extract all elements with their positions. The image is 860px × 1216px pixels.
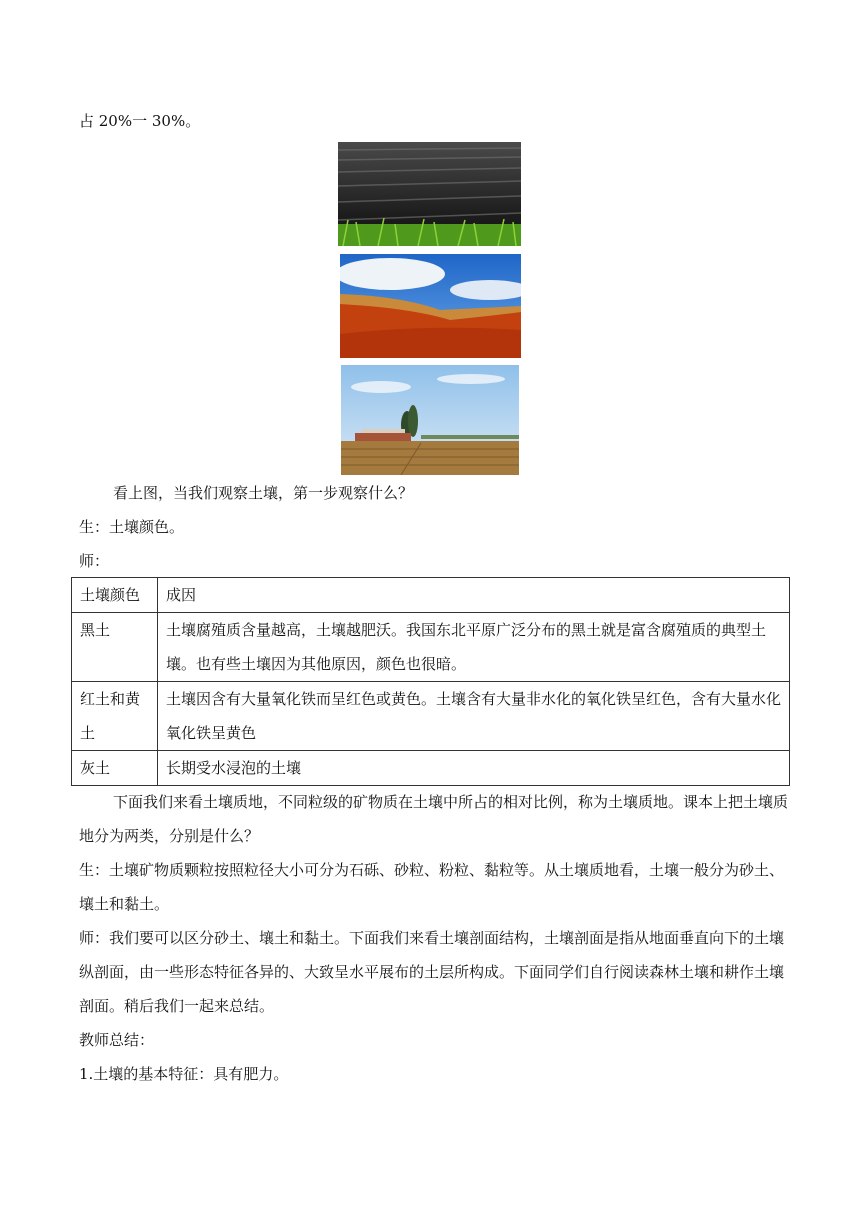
table-header-row [72,578,790,613]
red-soil-photo [340,254,521,358]
header-cell-color: 土壤颜色 [72,578,158,613]
header-cell-cause: 成因 [158,578,790,613]
teacher-profile-paragraph: 师：我们要可以区分砂土、壤土和黏土。下面我们来看土壤剖面结构，土壤剖面是指从地面垂直向下的土壤纵剖面，由一些形态特征各异的、大致呈水平展布的土层所构成。下面同学们自行阅读森林土壤和耕作土壤剖面。稍后我们一起来总结。 [79,929,785,1015]
intro-line: 占 20%一 30%。 [79,112,201,130]
cell-soil-color: 红土和黄土 [72,682,158,751]
cell-cause: 土壤腐殖质含量越高，土壤越肥沃。我国东北平原广泛分布的黑土就是富含腐殖质的典型土壤。也有些土壤因为其他原因，颜色也很暗。 [158,613,790,682]
student-answer-line: 生：土壤颜色。 [79,518,185,536]
teacher-line: 师： [79,552,110,570]
soil-color-table [71,577,790,786]
question-line: 看上图，当我们观察土壤，第一步观察什么？ [113,484,414,502]
student-texture-paragraph: 生：土壤矿物质颗粒按照粒径大小可分为石砾、砂粒、粉粒、黏粒等。从土壤质地看，土壤一般分为砂土、壤土和黏土。 [79,861,785,913]
table-row [72,751,790,786]
cell-cause: 土壤因含有大量氧化铁而呈红色或黄色。土壤含有大量非水化的氧化铁呈红色，含有大量水化氧化铁呈黄色 [158,682,790,751]
cell-cause: 长期受水浸泡的土壤 [158,751,790,786]
summary-heading: 教师总结： [79,1031,155,1049]
summary-item-1: 1.土壤的基本特征：具有肥力。 [79,1065,289,1083]
texture-paragraph: 下面我们来看土壤质地，不同粒级的矿物质在土壤中所占的相对比例，称为土壤质地。课本上把土壤质地分为两类，分别是什么？ [79,793,789,845]
field-photo [341,365,519,475]
table-row [72,613,790,682]
black-soil-photo [338,142,521,246]
cell-soil-color: 灰土 [72,751,158,786]
cell-soil-color: 黑土 [72,613,158,682]
table-row [72,682,790,751]
